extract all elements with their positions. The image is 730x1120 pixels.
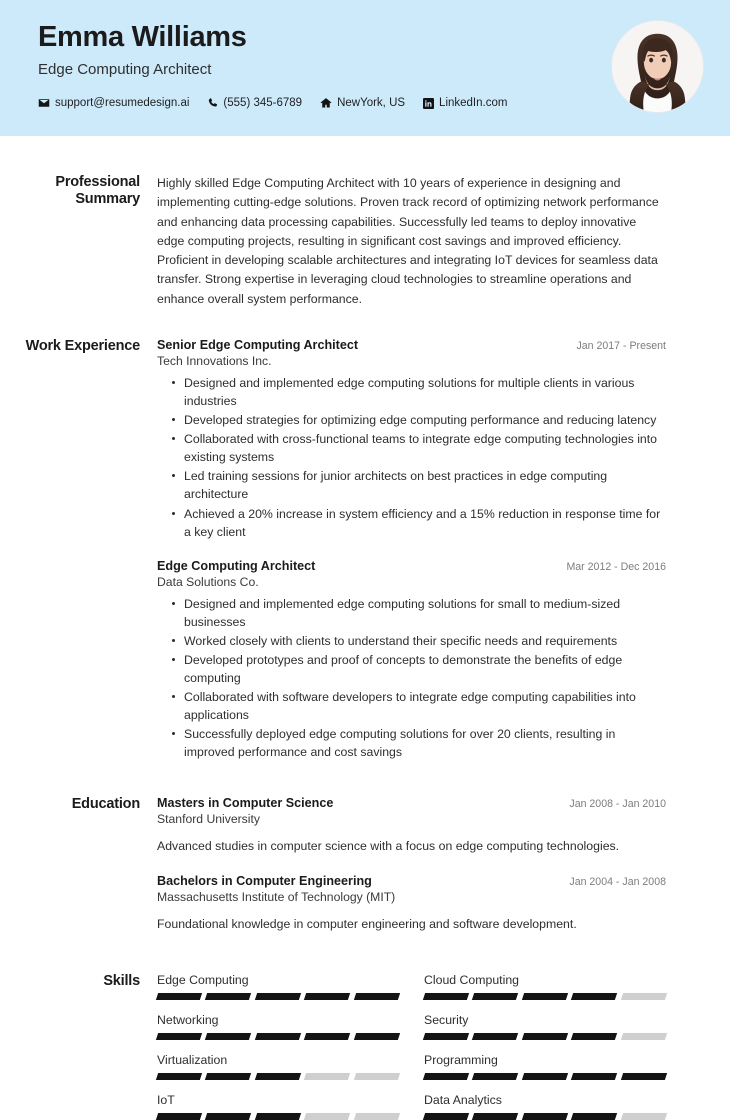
- skill-rating-segment: [472, 1073, 519, 1080]
- skill-rating-segment: [571, 1073, 618, 1080]
- skill-name: Edge Computing: [157, 973, 249, 988]
- avatar: [611, 20, 704, 113]
- contact-row: [38, 97, 507, 109]
- list-item: Developed prototypes and proof of concepts to demonstrate the benefits of edge computing: [157, 651, 666, 687]
- skill-rating-segment: [353, 1033, 400, 1040]
- skill-rating-segment: [304, 1113, 351, 1120]
- home-icon: [320, 97, 332, 109]
- contact-email[interactable]: [38, 97, 189, 109]
- list-item: Successfully deployed edge computing solutions for over 20 clients, resulting in improved performance and cost savings: [157, 725, 666, 761]
- candidate-job-title: Edge Computing Architect: [38, 60, 212, 78]
- contact-email-text: support@resumedesign.ai: [55, 97, 190, 109]
- skill-rating-segment: [423, 1033, 470, 1040]
- education-entry: [157, 874, 666, 933]
- list-item: Led training sessions for junior architects on best practices in edge computing architecture: [157, 467, 666, 503]
- candidate-name: Emma Williams: [38, 21, 247, 53]
- list-item: Worked closely with clients to understand their specific needs and requirements: [157, 632, 666, 650]
- skill-rating-segment: [620, 993, 667, 1000]
- skill-rating-segment: [522, 993, 569, 1000]
- summary-body: [157, 174, 696, 309]
- list-item: Achieved a 20% increase in system efficiency and a 15% reduction in response time for a key client: [157, 505, 666, 541]
- skill-rating-segment: [571, 1033, 618, 1040]
- list-item: Designed and implemented edge computing solutions for multiple clients in various industries: [157, 374, 666, 410]
- entry-head: [157, 559, 666, 573]
- skill-rating-segment: [522, 1113, 569, 1120]
- skill-rating-segment: [156, 1033, 203, 1040]
- job-title: Senior Edge Computing Architect: [157, 338, 359, 353]
- contact-phone-text: (555) 345-6789: [223, 97, 303, 109]
- contact-phone[interactable]: [207, 97, 302, 109]
- experience-entry: [157, 338, 666, 541]
- skill-item: [157, 1093, 399, 1120]
- contact-location[interactable]: [320, 97, 405, 109]
- resume-header: [0, 0, 730, 136]
- degree-date: Jan 2004 - Jan 2008: [569, 875, 666, 888]
- skill-rating-segment: [620, 1073, 667, 1080]
- phone-icon: [207, 97, 218, 109]
- skill-rating-segment: [304, 1073, 351, 1080]
- skill-rating-bar: [157, 1073, 399, 1080]
- degree-description: Foundational knowledge in computer engineering and software development.: [157, 916, 577, 931]
- skill-rating-segment: [620, 1033, 667, 1040]
- skill-rating-bar: [424, 1073, 666, 1080]
- list-item: Designed and implemented edge computing solutions for small to medium-sized businesses: [157, 595, 666, 631]
- section-label-experience: Work Experience: [25, 338, 140, 355]
- experience-entry: [157, 559, 666, 762]
- avatar-photo: [612, 21, 703, 112]
- skill-item: [424, 1093, 666, 1120]
- resume-body: [0, 174, 730, 1120]
- section-label-skills: Skills: [103, 973, 140, 990]
- skill-name: Cloud Computing: [424, 973, 520, 988]
- skill-rating-segment: [205, 993, 252, 1000]
- degree-title: Masters in Computer Science: [157, 796, 334, 811]
- section-work-experience: [0, 338, 696, 765]
- skill-name: IoT: [157, 1093, 175, 1108]
- skill-rating-segment: [571, 1113, 618, 1120]
- email-icon: [38, 97, 50, 109]
- skills-grid: [157, 973, 666, 1120]
- skill-rating-segment: [156, 993, 203, 1000]
- skill-name: Virtualization: [157, 1053, 228, 1068]
- skill-rating-bar: [157, 993, 399, 1000]
- entry-head: [157, 338, 666, 352]
- job-company: Data Solutions Co.: [157, 574, 259, 589]
- list-item: Developed strategies for optimizing edge computing performance and reducing latency: [157, 411, 666, 429]
- skill-item: [424, 1053, 666, 1080]
- skill-rating-segment: [205, 1073, 252, 1080]
- skill-rating-segment: [156, 1113, 203, 1120]
- skill-rating-segment: [255, 993, 302, 1000]
- skill-name: Programming: [424, 1053, 498, 1068]
- skill-rating-segment: [472, 1113, 519, 1120]
- section-label-education: Education: [71, 796, 140, 813]
- skill-rating-segment: [472, 1033, 519, 1040]
- skill-rating-segment: [353, 1113, 400, 1120]
- skills-body: [157, 973, 696, 1120]
- skill-name: Security: [424, 1013, 469, 1028]
- skill-item: [157, 973, 399, 1000]
- skill-rating-segment: [620, 1113, 667, 1120]
- skill-rating-segment: [304, 993, 351, 1000]
- linkedin-icon: [423, 98, 434, 109]
- contact-linkedin[interactable]: [423, 97, 507, 109]
- school-name: Stanford University: [157, 812, 260, 827]
- skill-name: Networking: [157, 1013, 219, 1028]
- skill-rating-segment: [571, 993, 618, 1000]
- summary-text: Highly skilled Edge Computing Architect with 10 years of experience in designing and implementing cutting-edge solutions. Proven track record of optimizing network performance and enhancing data processing capabilities. Successfully led teams to deploy innovative edge computing projects, resulting in significant cost savings and improved efficiency. Proficient in developing scalable architectures and integrating IoT devices for seamless data transfer. Strong expertise in leveraging cloud technologies to streamline operations and enhance overall system performance.: [157, 176, 659, 306]
- section-professional-summary: [0, 174, 696, 309]
- entry-head: [157, 796, 666, 810]
- job-company: Tech Innovations Inc.: [157, 354, 272, 369]
- skill-rating-segment: [255, 1113, 302, 1120]
- skill-item: [157, 1013, 399, 1040]
- skill-rating-segment: [423, 1073, 470, 1080]
- degree-date: Jan 2008 - Jan 2010: [569, 798, 666, 811]
- skill-rating-segment: [353, 993, 400, 1000]
- contact-linkedin-text: LinkedIn.com: [439, 97, 508, 109]
- skill-item: [157, 1053, 399, 1080]
- skill-rating-segment: [156, 1073, 203, 1080]
- education-entry: [157, 796, 666, 855]
- job-bullets: [157, 595, 666, 762]
- skill-rating-segment: [423, 993, 470, 1000]
- skill-rating-bar: [424, 1113, 666, 1120]
- school-name: Massachusetts Institute of Technology (MIT): [157, 889, 396, 904]
- skill-rating-segment: [255, 1033, 302, 1040]
- skill-rating-segment: [423, 1113, 470, 1120]
- contact-location-text: NewYork, US: [337, 97, 406, 109]
- skill-rating-bar: [157, 1033, 399, 1040]
- skill-item: [424, 1013, 666, 1040]
- section-label-summary: Professional Summary: [55, 174, 140, 208]
- skill-rating-segment: [255, 1073, 302, 1080]
- skill-rating-bar: [424, 1033, 666, 1040]
- skill-item: [424, 973, 666, 1000]
- experience-body: [157, 338, 696, 765]
- skill-rating-segment: [205, 1033, 252, 1040]
- entry-head: [157, 874, 666, 888]
- list-item: Collaborated with cross-functional teams to integrate edge computing technologies into existing systems: [157, 430, 666, 466]
- skill-rating-segment: [522, 1033, 569, 1040]
- skill-name: Data Analytics: [424, 1093, 502, 1108]
- job-date: Jan 2017 - Present: [576, 340, 666, 353]
- skill-rating-segment: [304, 1033, 351, 1040]
- skill-rating-segment: [522, 1073, 569, 1080]
- job-title: Edge Computing Architect: [157, 558, 316, 573]
- skill-rating-bar: [424, 993, 666, 1000]
- job-date: Mar 2012 - Dec 2016: [566, 560, 666, 573]
- degree-title: Bachelors in Computer Engineering: [157, 873, 372, 888]
- education-body: [157, 796, 696, 937]
- job-bullets: [157, 374, 666, 541]
- list-item: Collaborated with software developers to integrate edge computing capabilities into applications: [157, 688, 666, 724]
- section-education: [0, 796, 696, 937]
- skill-rating-bar: [157, 1113, 399, 1120]
- skill-rating-segment: [205, 1113, 252, 1120]
- skill-rating-segment: [472, 993, 519, 1000]
- section-skills: [0, 973, 696, 1120]
- degree-description: Advanced studies in computer science with a focus on edge computing technologies.: [157, 839, 620, 854]
- skill-rating-segment: [353, 1073, 400, 1080]
